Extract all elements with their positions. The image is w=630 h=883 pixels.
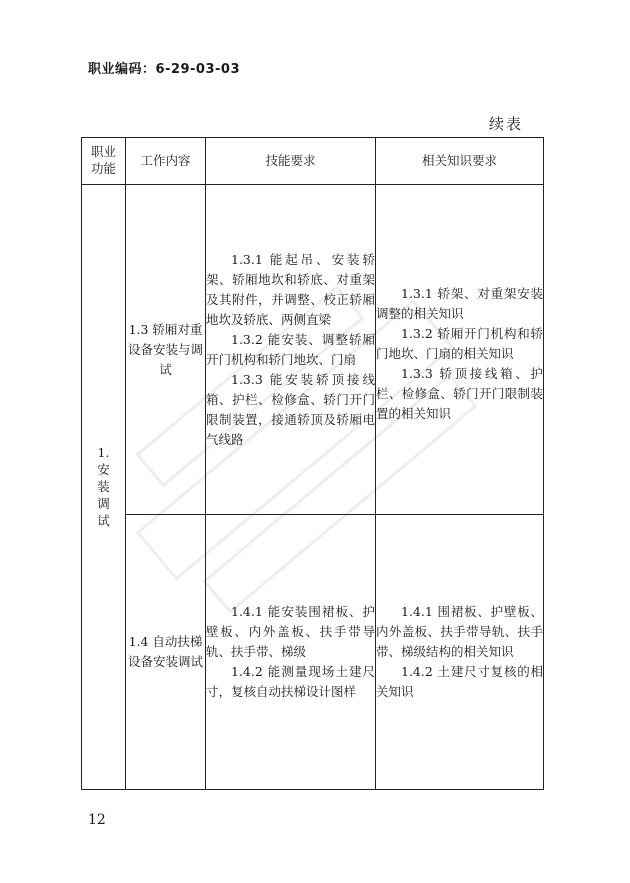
knowledge-item: 1.4.2 土建尺寸复核的相关知识 <box>376 664 543 699</box>
skill-item: 1.4.2 能测量现场土建尺寸，复核自动扶梯设计图样 <box>206 664 375 699</box>
skill-item: 1.3.1 能起吊、安装轿架、轿厢地坎和轿底、对重架及其附件，并调整、校正轿厢地坎及轿底、两侧直梁 <box>206 251 375 327</box>
header-work-content: 工作内容 <box>126 138 206 185</box>
function-cell <box>82 185 126 790</box>
function-label: 1. 安装调试 <box>97 444 110 528</box>
header-knowledge: 相关知识要求 <box>376 138 544 185</box>
occupation-code: 职业编码：6-29-03-03 <box>88 62 241 77</box>
knowledge-item: 1.3.3 轿顶接线箱、护栏、检修盒、轿门开门限制装置的相关知识 <box>376 365 543 421</box>
knowledge-cell <box>376 515 544 790</box>
work-content-cell: 1.4 自动扶梯设备安装调试 <box>126 515 206 790</box>
knowledge-item: 1.3.1 轿架、对重架安装调整的相关知识 <box>376 285 543 321</box>
skills-table <box>81 137 544 790</box>
skills-cell <box>206 515 376 790</box>
knowledge-cell <box>376 185 544 515</box>
header-function: 职业功能 <box>82 138 126 185</box>
skill-item: 1.4.1 能安装围裙板、护壁板、内外盖板、扶手带导轨、扶手带、梯级 <box>206 604 375 659</box>
table-row <box>82 185 544 515</box>
header-skills: 技能要求 <box>206 138 376 185</box>
knowledge-item: 1.3.2 轿厢开门机构和轿门地坎、门扇的相关知识 <box>376 325 543 361</box>
skills-cell <box>206 185 376 515</box>
table-row <box>82 515 544 790</box>
work-content-cell: 1.3 轿厢对重设备安装与调试 <box>126 185 206 515</box>
continued-label: 续表 <box>489 115 524 133</box>
table-header-row <box>82 138 544 185</box>
page-number: 12 <box>88 812 106 828</box>
knowledge-item: 1.4.1 围裙板、护壁板、内外盖板、扶手带导轨、扶手带、梯级结构的相关知识 <box>376 604 543 659</box>
skill-item: 1.3.3 能安装轿顶接线箱、护栏、检修盒、轿门开门限制装置，接通轿顶及轿厢电气线路 <box>206 371 375 447</box>
skill-item: 1.3.2 能安装、调整轿厢开门机构和轿门地坎、门扇 <box>206 331 375 367</box>
